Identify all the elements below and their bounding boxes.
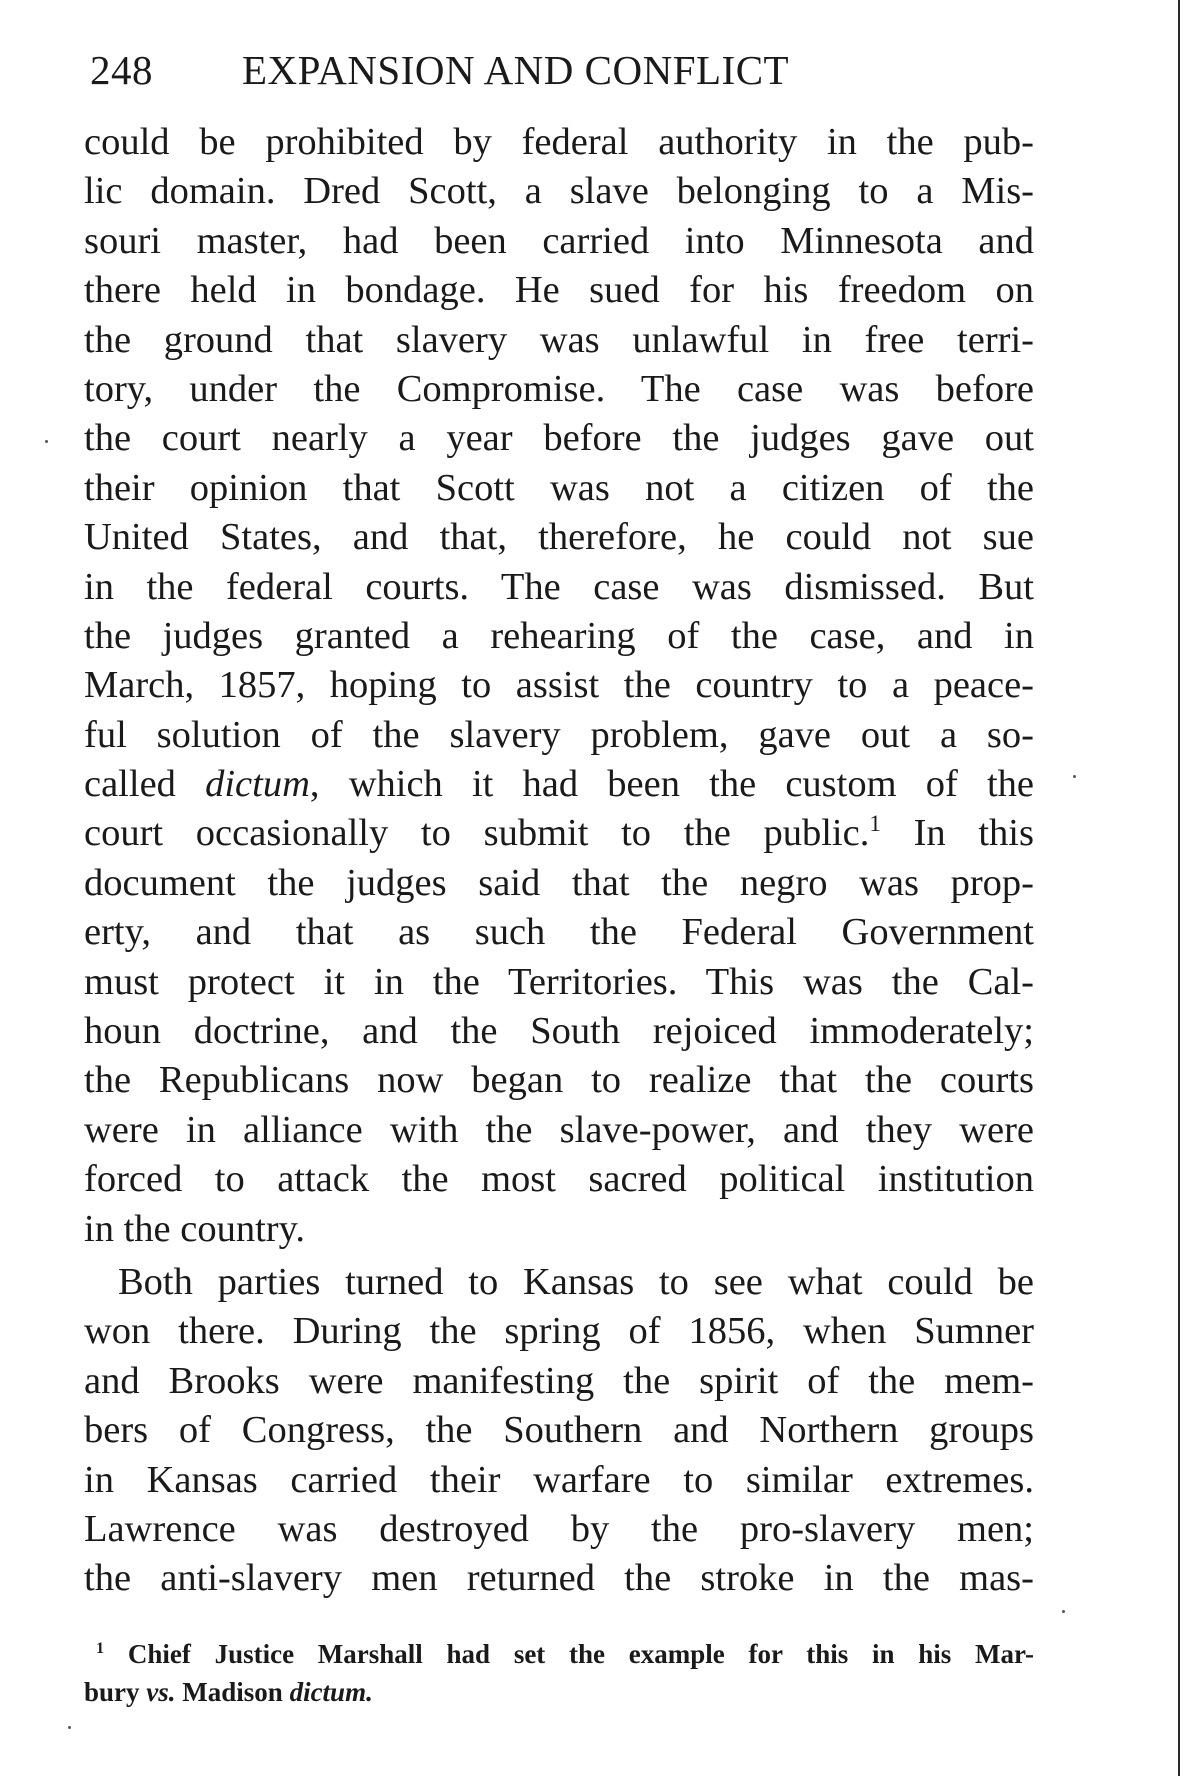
scan-speck <box>68 1726 71 1729</box>
text-line: Both parties turned to Kansas to see what could be <box>118 1260 1034 1303</box>
text-segment: , which it had been the custom of the <box>309 763 1034 806</box>
text-line-footnote-ref <box>84 809 1034 858</box>
text-line: houn doctrine, and the South rejoiced immoderately; <box>84 1010 1034 1053</box>
italic-word: dictum <box>205 763 310 806</box>
footnote-reference: 1 <box>869 810 881 837</box>
footnote <box>84 1635 1034 1711</box>
text-line: United States, and that, therefore, he could not sue <box>84 516 1034 559</box>
text-line: there held in bondage. He sued for his freedom on <box>84 269 1034 312</box>
page-edge-line <box>1178 0 1180 1776</box>
text-line: forced to attack the most sacred political institution <box>84 1158 1034 1201</box>
text-segment: In this <box>880 812 1034 855</box>
text-line: the Republicans now began to realize that the courts <box>84 1059 1034 1102</box>
text-line: won there. During the spring of 1856, when Sumner <box>84 1310 1034 1353</box>
footnote-line <box>84 1673 1034 1711</box>
text-line-dictum <box>84 760 1034 809</box>
footnote-italic: vs. <box>146 1677 176 1707</box>
text-line: bers of Congress, the Southern and Northern groups <box>84 1409 1034 1452</box>
body-text <box>84 118 1034 1604</box>
text-line: and Brooks were manifesting the spirit of the mem- <box>84 1359 1034 1402</box>
scan-speck <box>1073 775 1076 778</box>
scan-speck <box>45 440 48 443</box>
text-line: could be prohibited by federal authority in the pub- <box>84 121 1034 163</box>
text-line: souri master, had been carried into Minnesota and <box>84 219 1034 262</box>
footnote-text: bury <box>84 1677 147 1707</box>
text-line: their opinion that Scott was not a citizen of the <box>84 466 1034 509</box>
text-line: were in alliance with the slave-power, and they were <box>84 1108 1034 1151</box>
text-line: ful solution of the slavery problem, gave out a so- <box>84 713 1034 756</box>
page-number: 248 <box>90 47 153 93</box>
text-line: document the judges said that the negro was prop- <box>84 861 1034 904</box>
text-line: tory, under the Compromise. The case was before <box>84 367 1034 410</box>
text-line: March, 1857, hoping to assist the country to a peace- <box>84 664 1034 707</box>
text-line: the anti-slavery men returned the stroke in the mas- <box>84 1557 1034 1600</box>
footnote-marker: 1 <box>96 1639 105 1657</box>
text-line: erty, and that as such the Federal Government <box>84 911 1034 954</box>
footnote-line <box>84 1635 1034 1673</box>
text-line: the judges granted a rehearing of the case, and in <box>84 614 1034 657</box>
text-segment: court occasionally to submit to the public. <box>84 812 870 855</box>
running-header <box>90 40 1090 100</box>
text-segment: called <box>84 763 206 806</box>
text-line: in the federal courts. The case was dismissed. But <box>84 565 1034 608</box>
scan-speck <box>1062 1610 1065 1613</box>
text-line: lic domain. Dred Scott, a slave belonging to a Mis- <box>84 170 1034 213</box>
running-title: EXPANSION AND CONFLICT <box>242 47 790 93</box>
text-line: the ground that slavery was unlawful in free terri- <box>84 318 1034 361</box>
footnote-italic: dictum. <box>289 1677 373 1707</box>
text-line: Lawrence was destroyed by the pro-slavery men; <box>84 1507 1034 1550</box>
text-line: the court nearly a year before the judges gave out <box>84 417 1034 460</box>
footnote-text: Madison <box>175 1677 290 1707</box>
text-line: must protect it in the Territories. This was the Cal- <box>84 960 1034 1003</box>
text-line: in the country. <box>84 1207 305 1250</box>
text-line: in Kansas carried their warfare to similar extremes. <box>84 1458 1034 1501</box>
footnote-text: Chief Justice Marshall had set the example for this in his Mar- <box>104 1639 1034 1669</box>
